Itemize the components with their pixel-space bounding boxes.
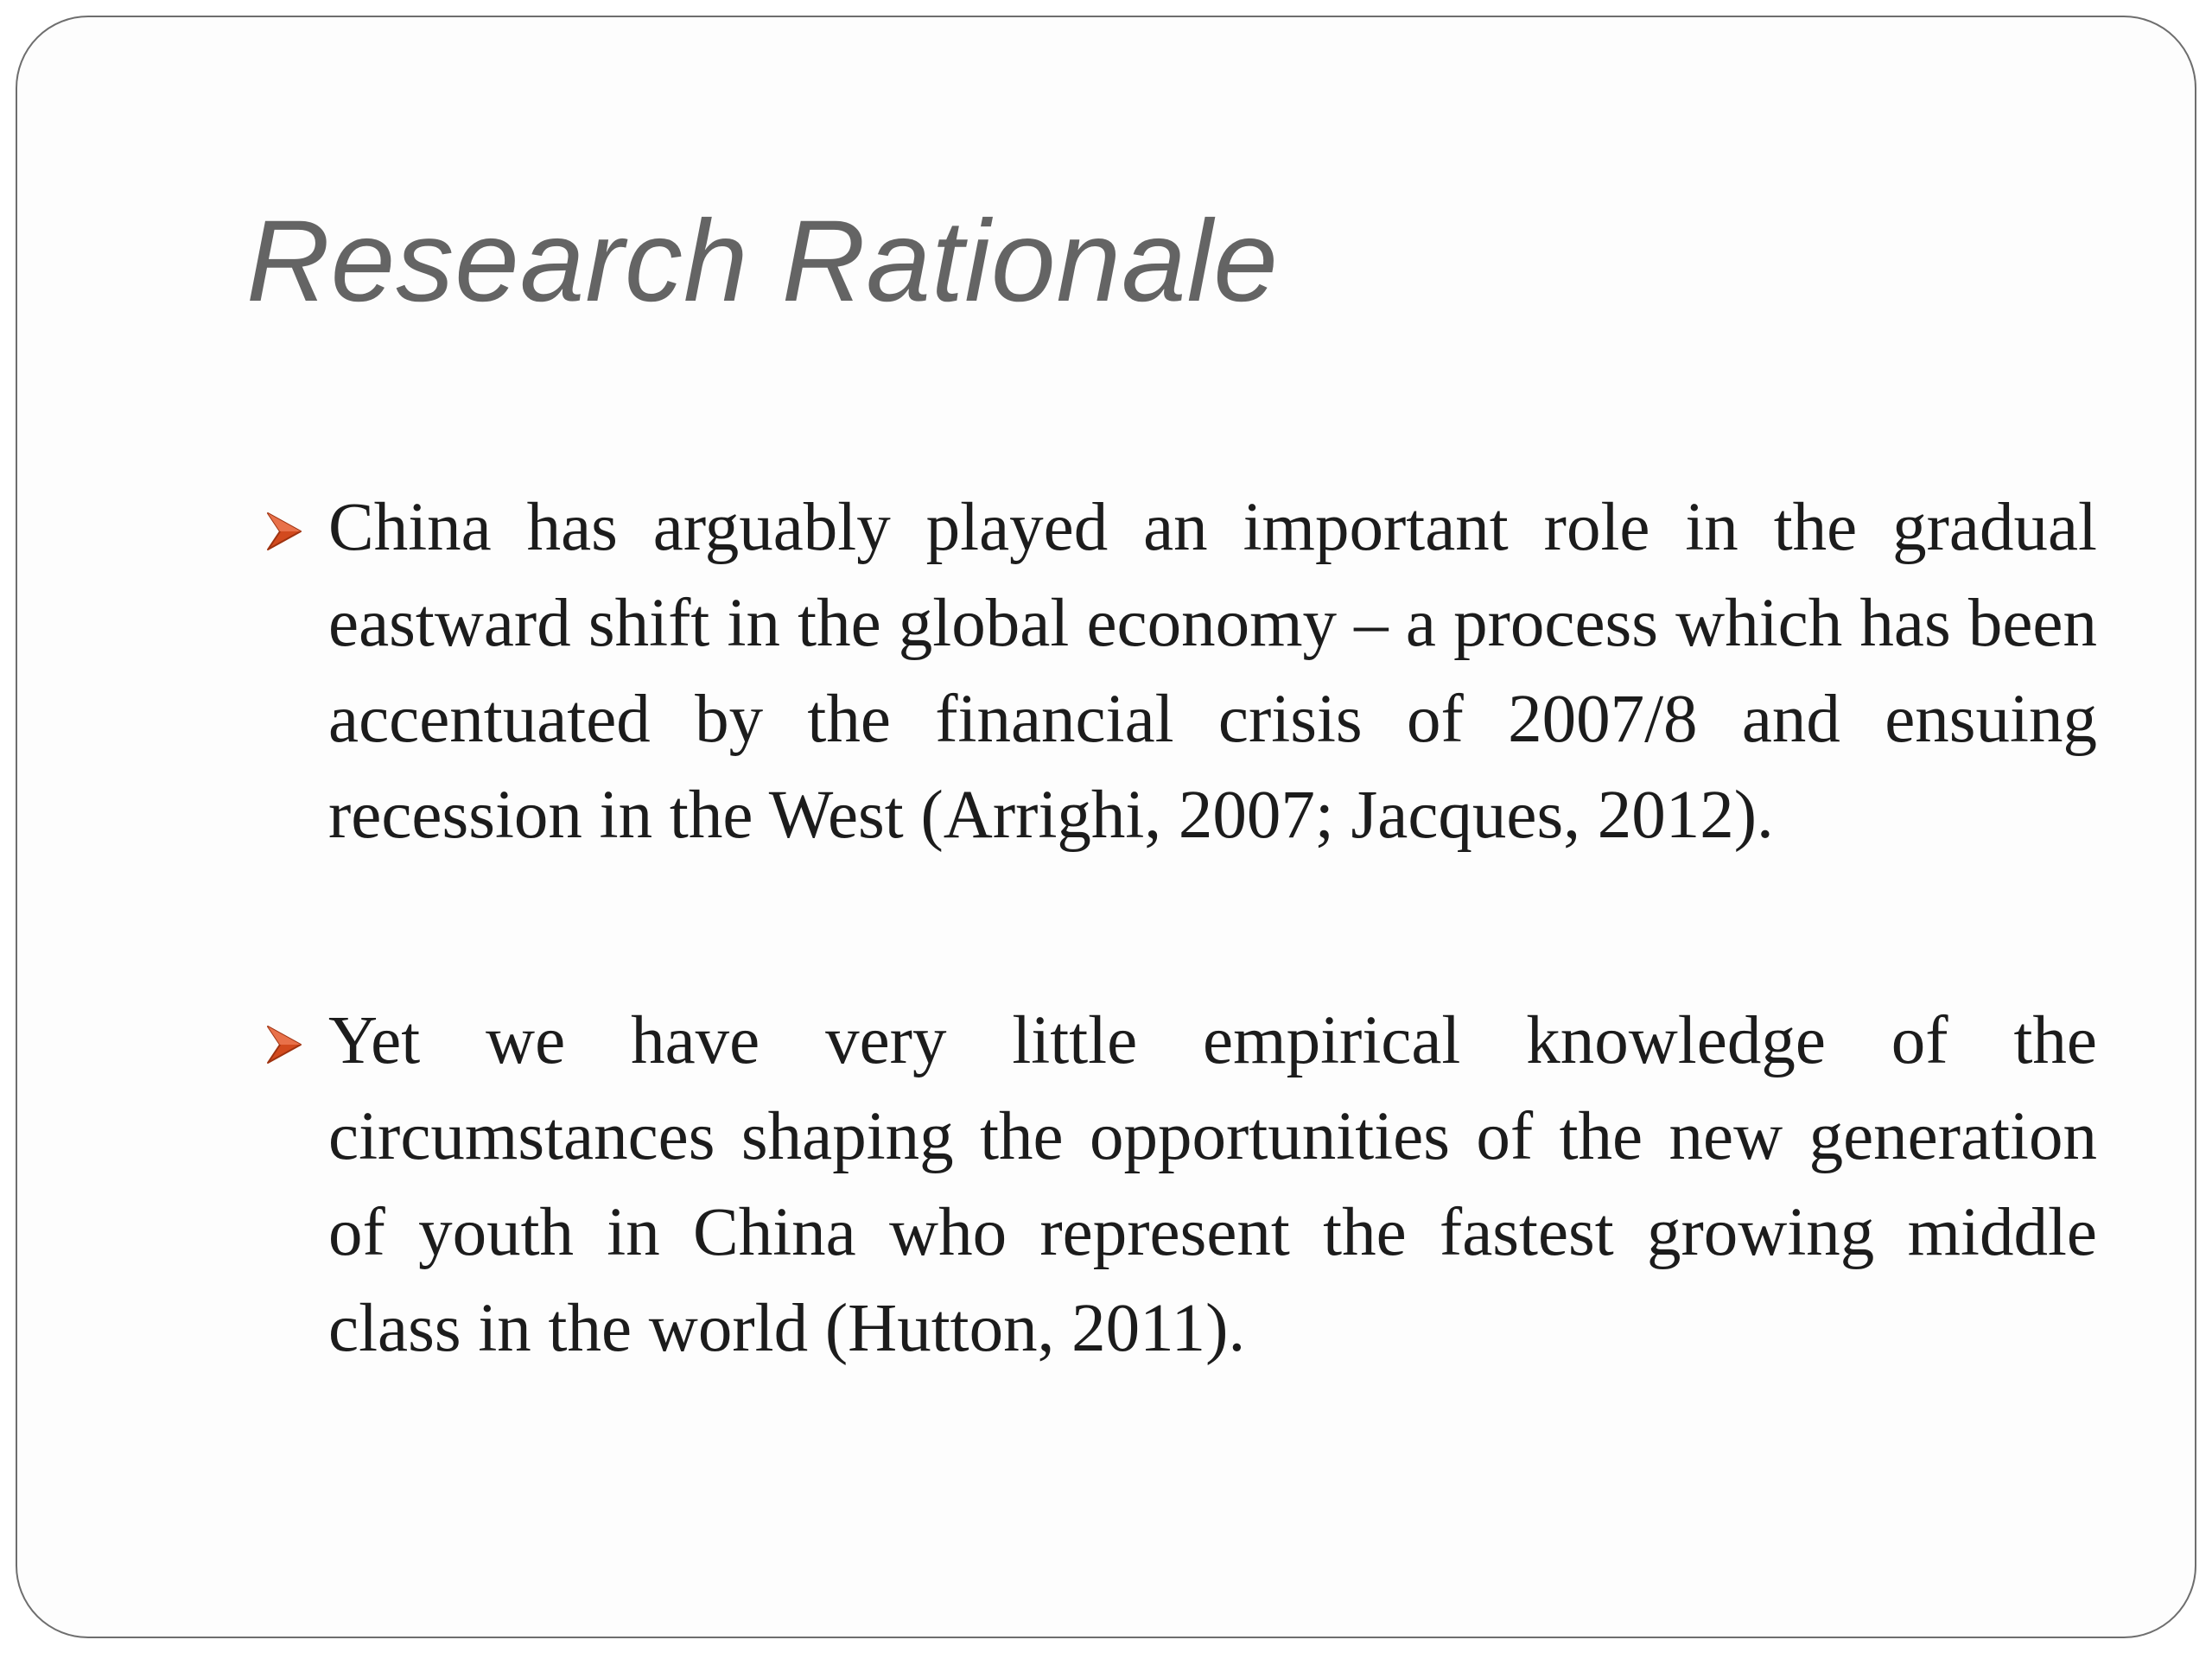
bullet-list	[246, 480, 2097, 1506]
bullet-text-empirical-knowledge: Yet we have very little empirical knowledge of the circumstances shaping the opportunities of the new generation of youth in China who represent the fastest growing middle class in the world (Hutton, 2011).	[328, 1003, 2097, 1366]
bullet-item-empirical-knowledge	[246, 993, 2097, 1376]
bullet-text-china-role: China has arguably played an important role in the gradual eastward shift in the global economy – a process which has been accentuated by the financial crisis of 2007/8 and ensuing recession in the West (Arrighi, 2007; Jacques, 2012).	[328, 490, 2097, 853]
bullet-item-china-role	[246, 480, 2097, 863]
arrowhead-bullet-icon	[265, 511, 303, 552]
arrowhead-bullet-icon	[265, 1024, 303, 1065]
slide-frame	[16, 16, 2196, 1638]
slide-title: Research Rationale	[246, 197, 1279, 326]
